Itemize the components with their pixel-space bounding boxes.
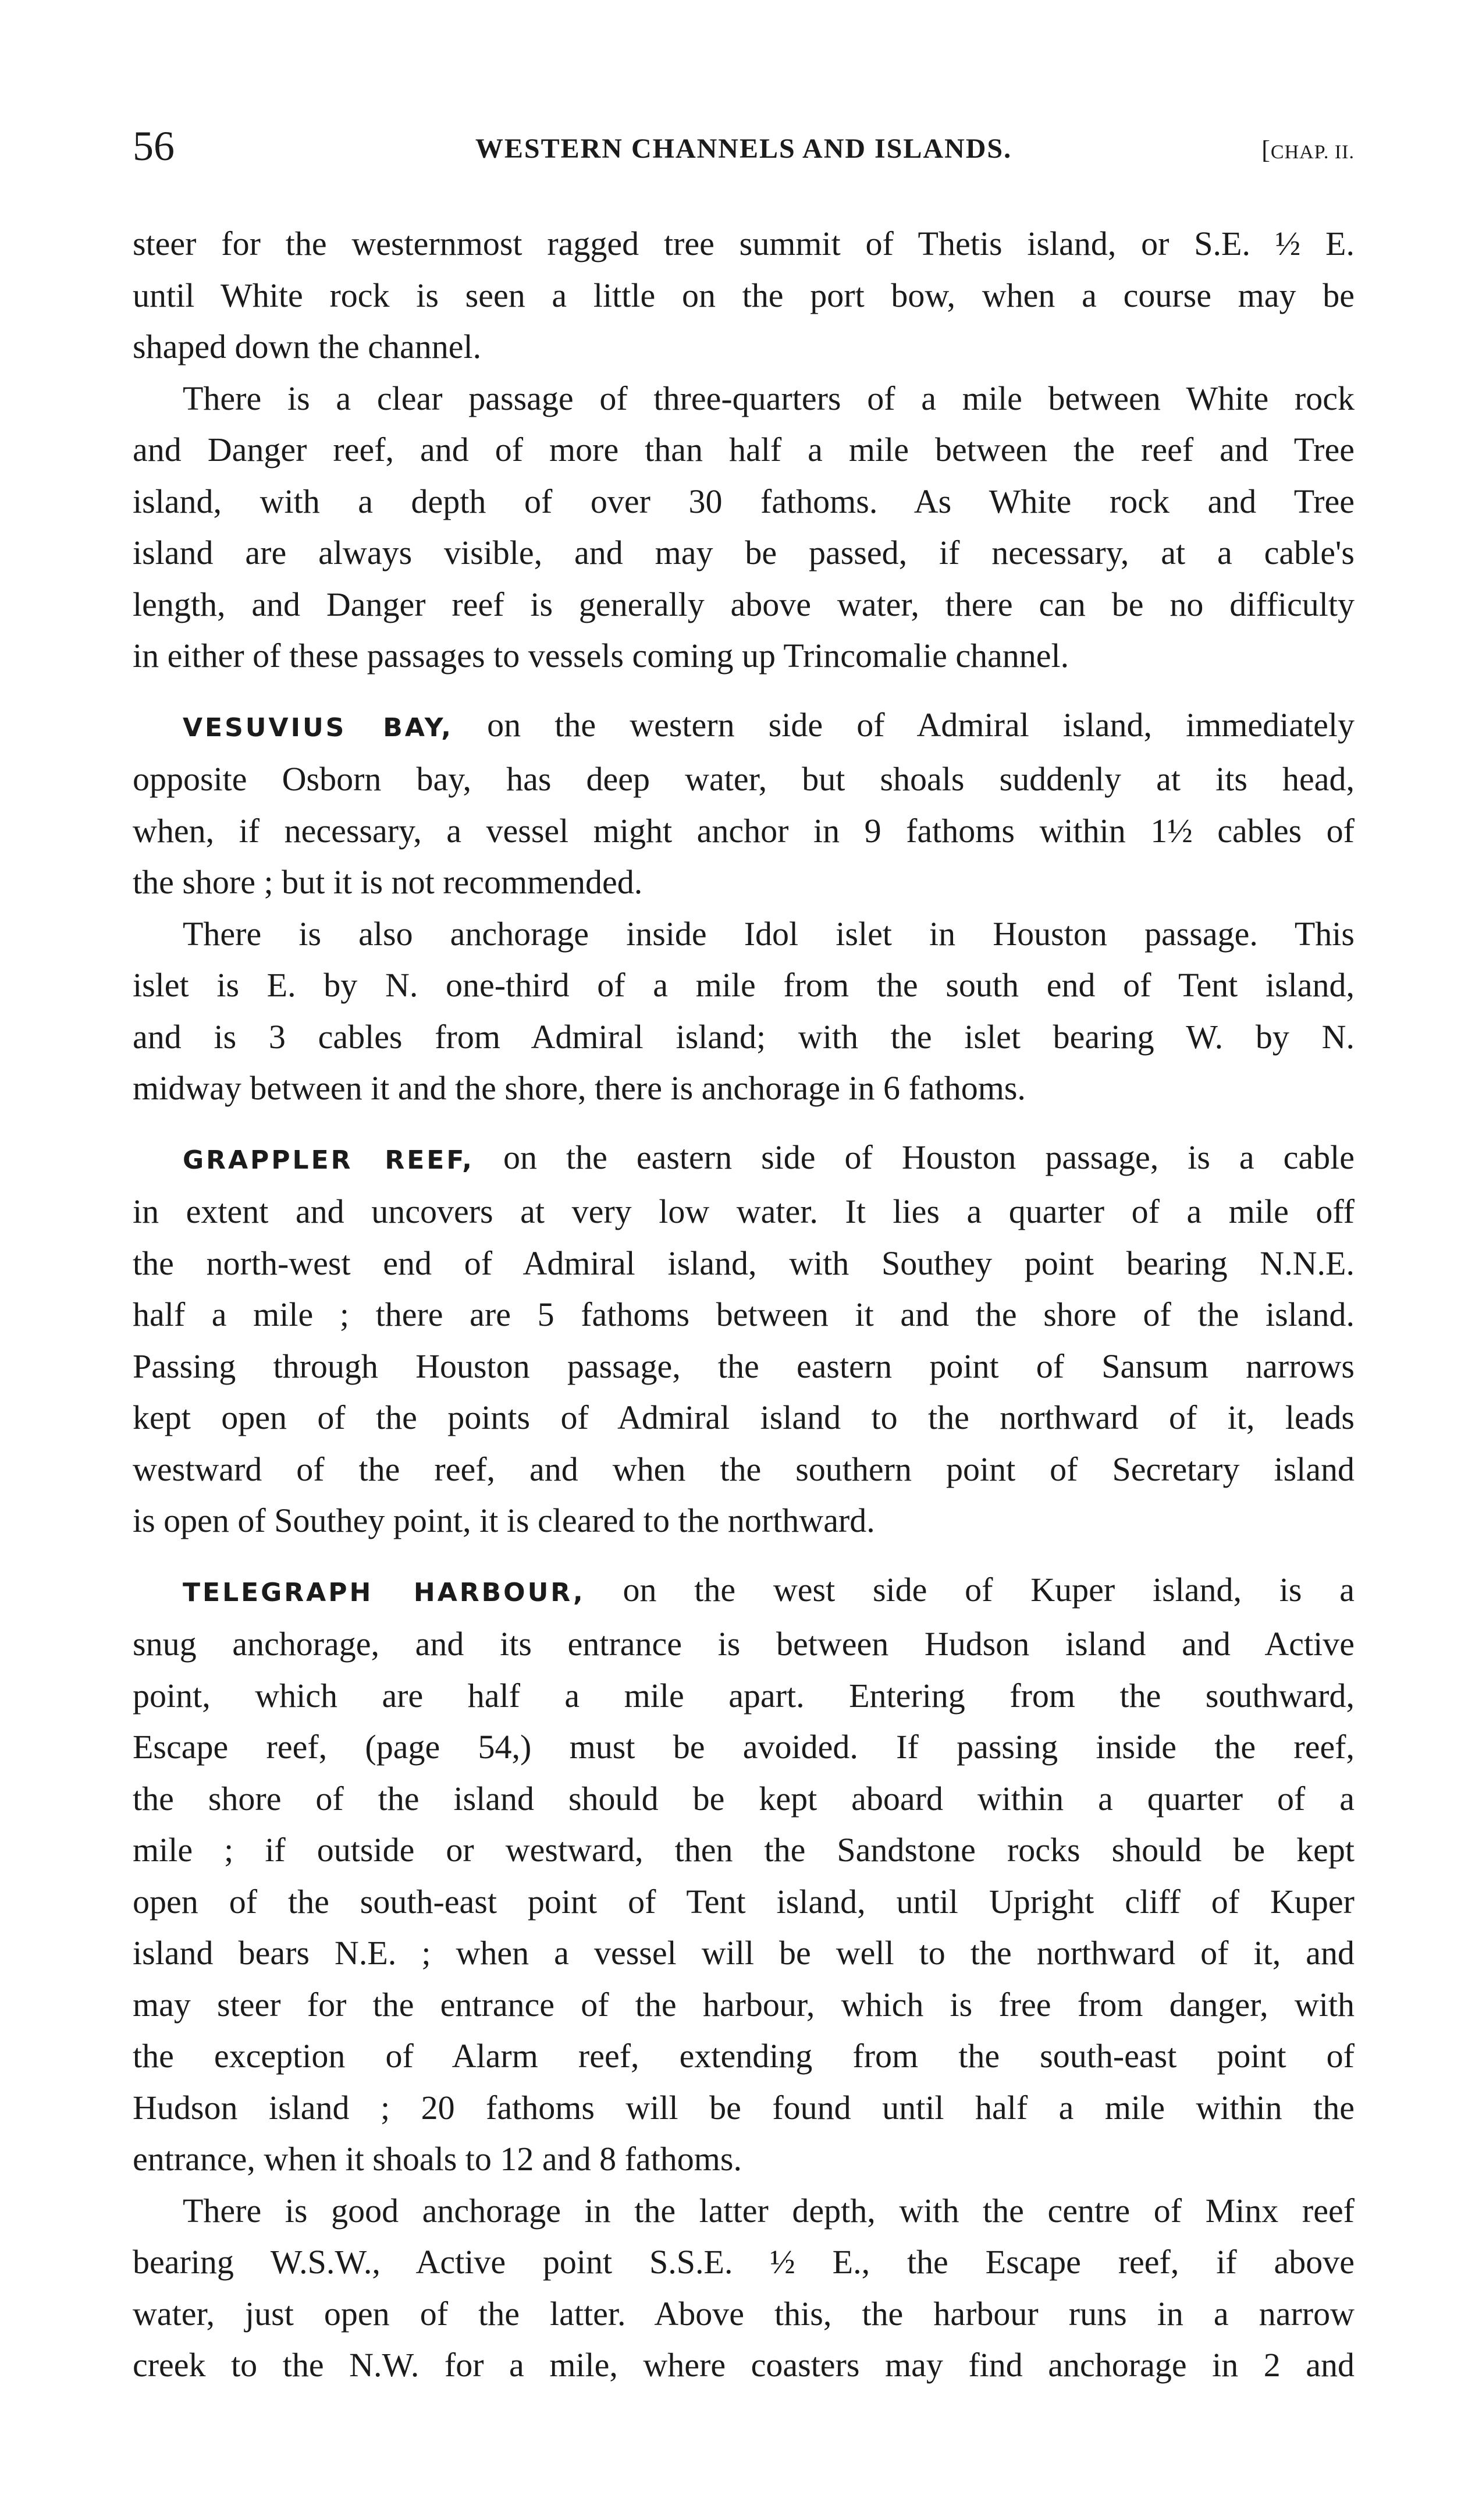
text-line: entrance, when it shoals to 12 and 8 fathoms. [133,2140,742,2178]
text-line: point, which are half a mile apart. Entering from the southward, [133,1676,1355,1715]
paragraph-idol-islet [133,908,1355,1115]
text-line [133,1132,1355,1187]
text-line: creek to the N.W. for a mile, where coasters may find anchorage in 2 and [133,2346,1355,2384]
text-line: is open of Southey point, it is cleared to the northward. [133,1502,875,1539]
text-line: island are always visible, and may be passed, if necessary, at a cable's [133,534,1355,572]
text-line: open of the south-east point of Tent island, until Upright cliff of Kuper [133,1882,1355,1921]
text-line: length, and Danger reef is generally above water, there can be no difficulty [133,585,1355,623]
text-line: until White rock is seen a little on the port bow, when a course may be [133,276,1355,314]
text-line: the shore ; but it is not recommended. [133,863,643,901]
text-line: opposite Osborn bay, has deep water, but shoals suddenly at its head, [133,760,1355,798]
text-line: bearing W.S.W., Active point S.S.E. ½ E., the Escape reef, if above [133,2243,1355,2281]
chapter-reference [1261,135,1355,165]
text-line: island bears N.E. ; when a vessel will be well to the northward of it, and [133,1934,1355,1972]
text-line: shaped down the channel. [133,328,482,365]
text-line: kept open of the points of Admiral island to the northward of it, leads [133,1399,1355,1436]
text-line: island, with a depth of over 30 fathoms. As White rock and Tree [133,482,1355,520]
text-line: snug anchorage, and its entrance is between Hudson island and Active [133,1625,1355,1663]
paragraph-good-anchorage [133,2185,1355,2391]
text-line: Hudson island ; 20 fathoms will be found until half a mile within the [133,2088,1355,2127]
text-line: and Danger reef, and of more than half a mile between the reef and Tree [133,431,1355,468]
text-line: There is a clear passage of three-quarters of a mile between White rock [183,379,1355,417]
paragraph-telegraph-harbour [133,1564,1355,2185]
text-line: may steer for the entrance of the harbour, which is free from danger, with [133,1985,1355,2024]
heading-line-text: on the western side of Admiral island, immediately [487,705,1355,744]
paragraph-grappler-reef [133,1132,1355,1547]
heading-line-text: on the eastern side of Houston passage, is a cable [503,1138,1355,1176]
text-line: westward of the reef, and when the southern point of Secretary island [133,1450,1355,1488]
section-heading: TELEGRAPH HARBOUR, [183,1577,585,1607]
chapter-bracket: [ [1261,136,1271,164]
text-line [133,700,1355,754]
text-line: mile ; if outside or westward, then the Sandstone rocks should be kept [133,1831,1355,1869]
text-line: when, if necessary, a vessel might anchor in 9 fathoms within 1½ cables of [133,811,1355,850]
paragraph-white-rock-passage [133,373,1355,682]
text-line: in either of these passages to vessels coming up Trincomalie channel. [133,637,1069,675]
paragraph-vesuvius-bay [133,700,1355,908]
text-line: and is 3 cables from Admiral island; with the islet bearing W. by N. [133,1017,1355,1056]
body-text [133,218,1355,2391]
text-line: the exception of Alarm reef, extending from the south-east point of [133,2037,1355,2075]
text-line: There is also anchorage inside Idol islet in Houston passage. This [183,914,1355,953]
text-line: There is good anchorage in the latter depth, with the centre of Minx reef [183,2191,1355,2230]
text-line: the shore of the island should be kept aboard within a quarter of a [133,1779,1355,1818]
section-heading: GRAPPLER REEF, [183,1145,475,1175]
text-line: steer for the westernmost ragged tree summit of Thetis island, or S.E. ½ E. [133,225,1355,262]
section-heading: VESUVIUS BAY, [183,712,453,743]
text-line: water, just open of the latter. Above this, the harbour runs in a narrow [133,2294,1355,2333]
text-line: half a mile ; there are 5 fathoms between it and the shore of the island. [133,1296,1355,1333]
text-line: Escape reef, (page 54,) must be avoided. If passing inside the reef, [133,1728,1355,1766]
text-line: Passing through Houston passage, the eastern point of Sansum narrows [133,1347,1355,1385]
chapter-label: CHAP. II. [1270,141,1355,163]
running-title: WESTERN CHANNELS AND ISLANDS. [475,133,1012,164]
heading-line-text: on the west side of Kuper island, is a [623,1570,1355,1609]
running-head [133,122,1355,180]
page-number: 56 [133,123,175,169]
paragraph-continuation [133,218,1355,373]
text-line: the north-west end of Admiral island, with Southey point bearing N.N.E. [133,1244,1355,1282]
text-line [133,1564,1355,1619]
text-line: in extent and uncovers at very low water. It lies a quarter of a mile off [133,1192,1355,1230]
text-line: islet is E. by N. one-third of a mile from the south end of Tent island, [133,966,1355,1004]
text-line: midway between it and the shore, there is anchorage in 6 fathoms. [133,1069,1026,1107]
